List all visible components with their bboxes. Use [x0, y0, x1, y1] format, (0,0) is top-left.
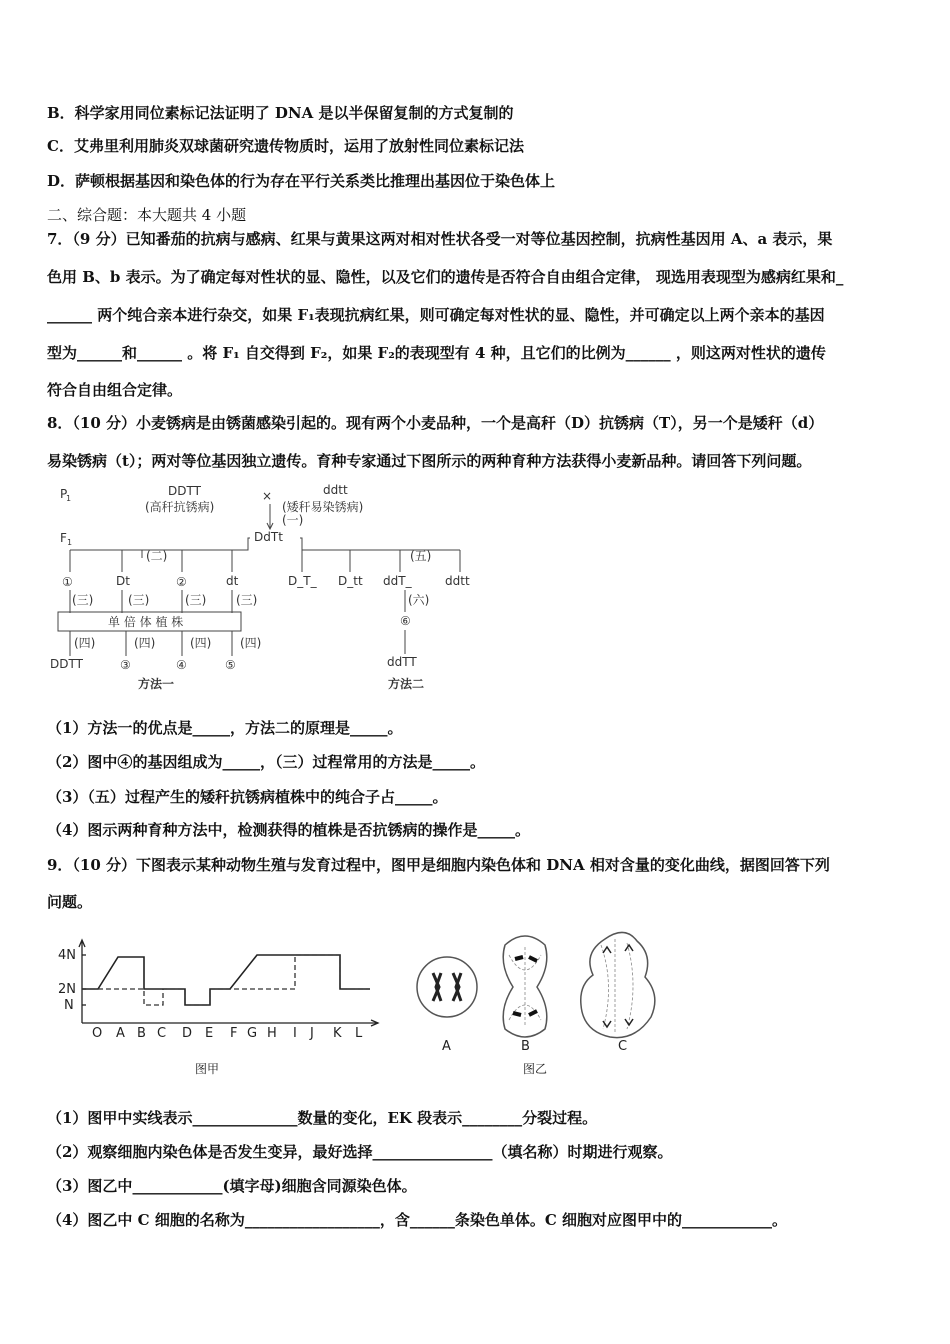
step-1: (一): [282, 513, 304, 527]
x-label-e: E: [205, 1026, 214, 1041]
p-label: P: [60, 487, 68, 501]
svg-text:1: 1: [67, 538, 73, 547]
x-label-d: D: [182, 1026, 193, 1041]
y-label-2n: 2N: [58, 982, 76, 997]
step-4c: (四): [190, 636, 212, 650]
gamete-2: ②: [176, 575, 187, 589]
step-5: (五): [410, 549, 432, 563]
parent1-desc: (高秆抗锈病): [145, 500, 215, 514]
option-c: C．艾弗里利用肺炎双球菌研究遗传物质时，运用了放射性同位素标记法: [47, 137, 524, 155]
graph-chromosome-dna: [50, 935, 390, 1080]
f1-genotype: DdTt: [254, 530, 283, 544]
x-label-o: O: [92, 1026, 103, 1041]
q8-sub3: （3）（五）过程产生的矮秆抗锈病植株中的纯合子占_____。: [47, 788, 448, 806]
x-label-j: J: [310, 1026, 314, 1041]
gamete-dt-lower: dt: [226, 574, 239, 588]
step-2: (二): [146, 549, 168, 563]
step-4d: (四): [240, 636, 262, 650]
offspring-dt-dt: D_T_: [288, 574, 317, 588]
parent1-genotype: DDTT: [168, 484, 201, 498]
f1-label: F: [60, 531, 67, 545]
q8-line1: 8．（10 分）小麦锈病是由锈菌感染引起的。现有两个小麦品种，一个是高秆（D）抗锈病（T），另一个是矮秆（d）: [47, 414, 824, 432]
offspring-ddt: ddT_: [383, 574, 412, 588]
q7-line3: ______ 两个纯合亲本进行杂交，如果 F₁表现抗病红果，则可确定每对性状的显、隐性，并可确定以上两个亲本的基因: [47, 306, 825, 324]
option-d: D．萨顿根据基因和染色体的行为存在平行关系类比推理出基因位于染色体上: [47, 172, 556, 190]
gamete-dt-upper: Dt: [116, 574, 130, 588]
section-heading: 二、综合题：本大题共 4 小题: [47, 206, 247, 224]
cell-a-label: A: [442, 1039, 451, 1054]
haploid-plants: 单 倍 体 植 株: [108, 615, 184, 629]
step-3b: (三): [128, 593, 150, 607]
option-b: B．科学家用同位素标记法证明了 DNA 是以半保留复制的方式复制的: [47, 104, 514, 122]
solid-line-dna: [82, 955, 370, 1005]
offspring-ddtt: ddtt: [445, 574, 470, 588]
q7-line4: 型为______和______ 。将 F₁ 自交得到 F₂，如果 F₂的表现型有 4 种，且它们的比例为______ ，则这两对性状的遗传: [47, 344, 826, 362]
q8-line2: 易染锈病（t）；两对等位基因独立遗传。育种专家通过下图所示的两种育种方法获得小麦新品种。请回答下列问题。: [47, 452, 812, 470]
step-4b: (四): [134, 636, 156, 650]
parent2-genotype: ddtt: [323, 483, 348, 497]
cell-a: [417, 957, 477, 1017]
q9-sub4: （4）图乙中 C 细胞的名称为__________________，含______条染色单体。C 细胞对应图甲中的____________。: [47, 1211, 787, 1229]
cross-symbol: ×: [262, 489, 273, 503]
x-label-h: H: [267, 1026, 277, 1041]
x-label-b: B: [137, 1026, 146, 1041]
svg-text:1: 1: [66, 494, 72, 503]
result-3: ③: [120, 658, 131, 672]
cell-b-label: B: [521, 1039, 530, 1054]
q7-line2: 色用 B、b 表示。为了确定每对性状的显、隐性，以及它们的遗传是否符合自由组合定律， 现选用表现型为感病红果和_: [47, 268, 844, 286]
offspring-dtt: D_tt: [338, 574, 363, 588]
x-label-i: I: [293, 1026, 297, 1041]
cell-c: [581, 932, 655, 1037]
x-label-l: L: [355, 1026, 363, 1041]
step-3c: (三): [185, 593, 207, 607]
cells-caption: 图乙: [523, 1062, 548, 1076]
parent2-desc: (矮秆易染锈病): [282, 500, 364, 514]
q7-line1: 7．（9 分）已知番茄的抗病与感病、红果与黄果这两对相对性状各受一对等位基因控制，抗病性基因用 A、a 表示，果: [47, 230, 833, 248]
y-label-n: N: [64, 998, 74, 1013]
step-6: (六): [408, 593, 430, 607]
q9-line1: 9．（10 分）下图表示某种动物生殖与发育过程中，图甲是细胞内染色体和 DNA 相对含量的变化曲线，据图回答下列: [47, 856, 830, 874]
final-ddtt: ddTT: [387, 655, 417, 669]
x-label-c: C: [157, 1026, 167, 1041]
x-label-k: K: [333, 1026, 342, 1041]
result-4: ④: [176, 658, 187, 672]
q9-sub3: （3）图乙中____________(填字母)细胞含同源染色体。: [47, 1177, 417, 1195]
cell-b: [503, 936, 547, 1037]
x-label-f: F: [230, 1026, 238, 1041]
method-1: 方法一: [138, 677, 175, 691]
q8-sub4: （4）图示两种育种方法中，检测获得的植株是否抗锈病的操作是_____。: [47, 821, 530, 839]
plant-6: ⑥: [400, 614, 411, 628]
x-label-a: A: [116, 1026, 125, 1041]
q8-sub1: （1）方法一的优点是_____，方法二的原理是_____。: [47, 719, 403, 737]
cell-figures: [405, 925, 665, 1080]
step-3d: (三): [236, 593, 258, 607]
q7-line5: 符合自由组合定律。: [47, 381, 183, 399]
q8-sub2: （2）图中④的基因组成为_____，（三）过程常用的方法是_____。: [47, 753, 485, 771]
q9-line2: 问题。: [47, 893, 93, 911]
cell-c-label: C: [618, 1039, 628, 1054]
breeding-diagram: [50, 480, 490, 695]
step-3a: (三): [72, 593, 94, 607]
y-label-4n: 4N: [58, 948, 76, 963]
result-ddtt-upper: DDTT: [50, 657, 83, 671]
x-label-g: G: [247, 1026, 258, 1041]
q9-sub2: （2）观察细胞内染色体是否发生变异，最好选择________________（填名称）时期进行观察。: [47, 1143, 673, 1161]
q9-sub1: （1）图甲中实线表示______________数量的变化，EK 段表示________分裂过程。: [47, 1109, 598, 1127]
graph-caption: 图甲: [195, 1062, 220, 1076]
result-5: ⑤: [225, 658, 236, 672]
method-2: 方法二: [388, 677, 425, 691]
dashed-line-chromosome: [82, 955, 370, 1005]
gamete-1: ①: [62, 575, 73, 589]
step-4a: (四): [74, 636, 96, 650]
